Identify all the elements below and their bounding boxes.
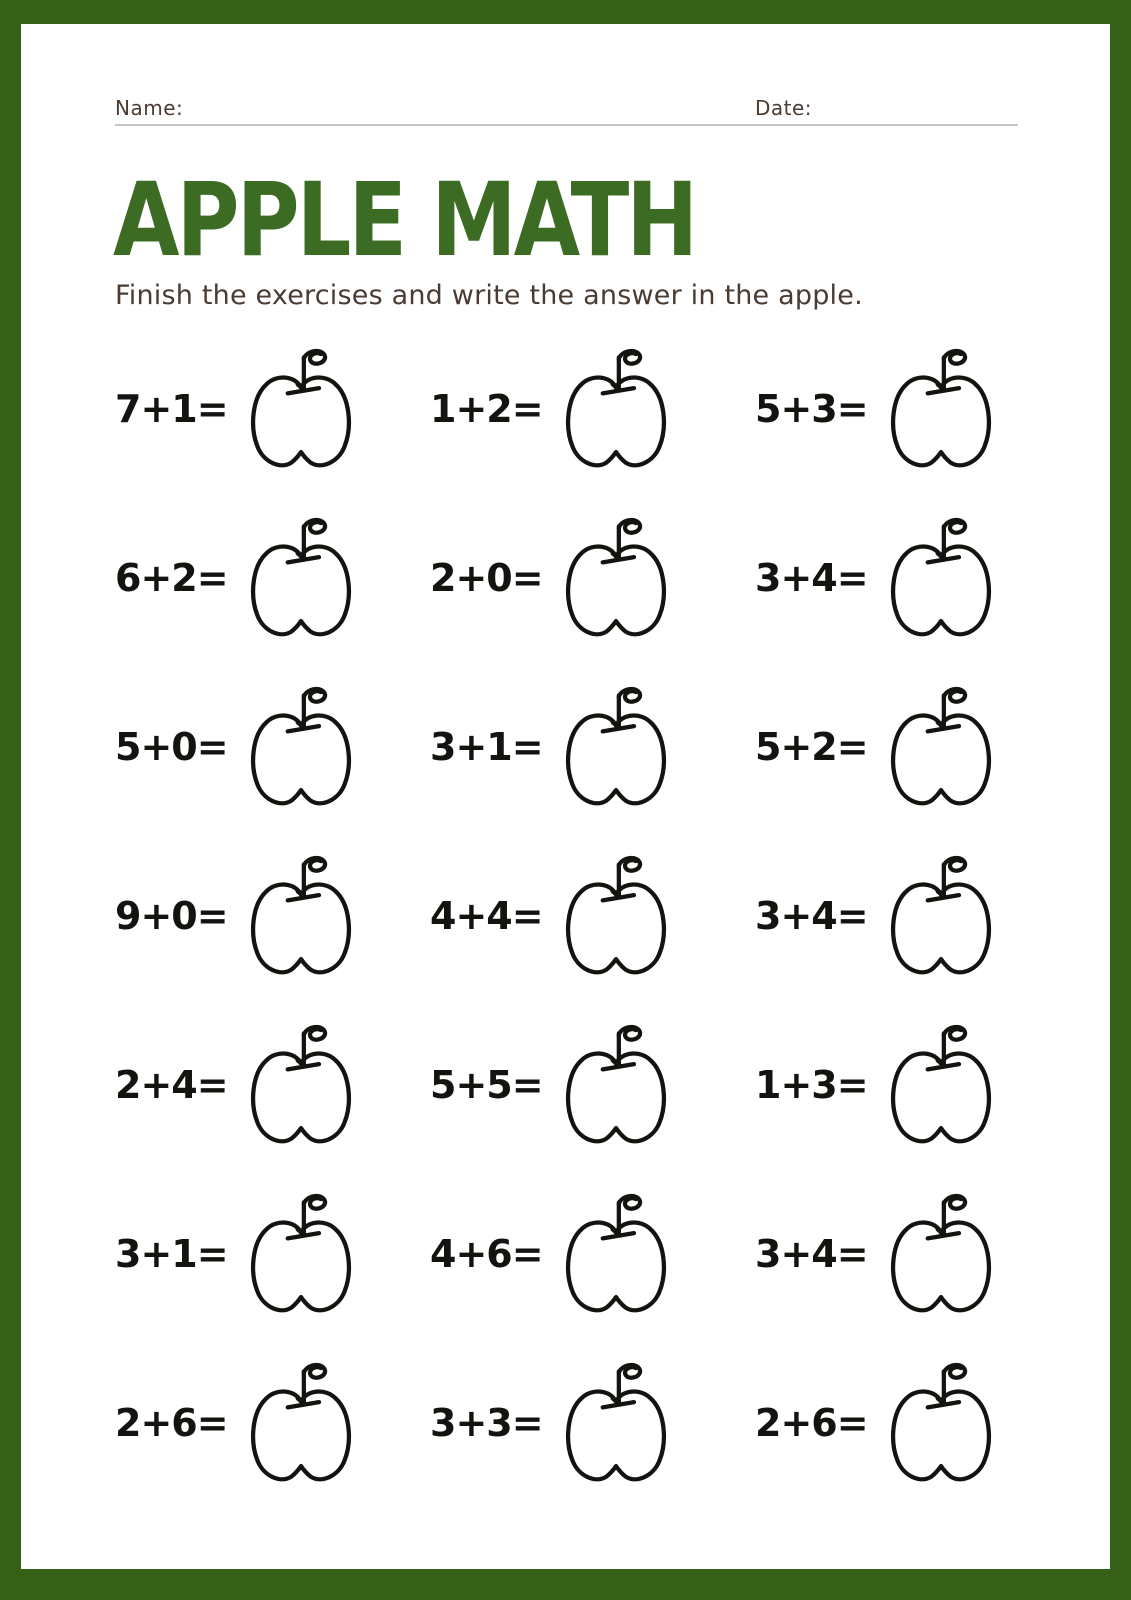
equation-label: 2+6= [755, 1400, 868, 1445]
apple-outline-icon [884, 1360, 998, 1485]
apple-outline-icon [244, 684, 358, 809]
apple-outline-icon [559, 853, 673, 978]
apple-outline-icon [559, 684, 673, 809]
exercise-cell-r6-c3 [755, 1169, 1086, 1338]
equation-label: 1+2= [430, 386, 543, 431]
apple-answer-area [244, 1022, 358, 1147]
apple-answer-area [884, 1022, 998, 1147]
worksheet-title: APPLE MATH [113, 161, 696, 280]
exercise-cell-r1-c1 [115, 324, 430, 493]
apple-answer-area [884, 853, 998, 978]
apple-outline-icon [559, 346, 673, 471]
equation-label: 3+1= [115, 1231, 228, 1276]
name-label: Name: [115, 96, 184, 120]
equation-label: 9+0= [115, 893, 228, 938]
exercise-cell-r3-c3 [755, 662, 1086, 831]
apple-answer-area [559, 1360, 673, 1485]
exercise-cell-r4-c2 [430, 831, 755, 1000]
apple-answer-area [244, 515, 358, 640]
apple-answer-area [559, 346, 673, 471]
apple-outline-icon [884, 684, 998, 809]
apple-outline-icon [244, 515, 358, 640]
exercise-cell-r1-c3 [755, 324, 1086, 493]
apple-outline-icon [244, 853, 358, 978]
equation-label: 3+4= [755, 893, 868, 938]
apple-outline-icon [559, 1191, 673, 1316]
apple-outline-icon [244, 346, 358, 471]
exercise-cell-r5-c1 [115, 1000, 430, 1169]
apple-outline-icon [559, 1360, 673, 1485]
equation-label: 5+5= [430, 1062, 543, 1107]
exercise-cell-r2-c2 [430, 493, 755, 662]
equation-label: 3+1= [430, 724, 543, 769]
apple-outline-icon [884, 853, 998, 978]
equation-label: 2+6= [115, 1400, 228, 1445]
name-date-header [115, 96, 1018, 126]
equation-label: 7+1= [115, 386, 228, 431]
equation-label: 2+4= [115, 1062, 228, 1107]
equation-label: 4+4= [430, 893, 543, 938]
equation-label: 6+2= [115, 555, 228, 600]
equation-label: 5+2= [755, 724, 868, 769]
exercise-cell-r7-c1 [115, 1338, 430, 1507]
apple-outline-icon [884, 346, 998, 471]
apple-outline-icon [884, 1191, 998, 1316]
exercise-cell-r5-c2 [430, 1000, 755, 1169]
equation-label: 5+3= [755, 386, 868, 431]
exercise-grid [115, 324, 1086, 1507]
apple-outline-icon [244, 1360, 358, 1485]
apple-answer-area [884, 346, 998, 471]
apple-answer-area [244, 684, 358, 809]
exercise-cell-r3-c1 [115, 662, 430, 831]
apple-answer-area [244, 1191, 358, 1316]
date-label: Date: [755, 96, 813, 120]
equation-label: 3+4= [755, 555, 868, 600]
exercise-cell-r4-c3 [755, 831, 1086, 1000]
exercise-cell-r2-c3 [755, 493, 1086, 662]
apple-outline-icon [884, 1022, 998, 1147]
equation-label: 1+3= [755, 1062, 868, 1107]
exercise-cell-r5-c3 [755, 1000, 1086, 1169]
apple-answer-area [884, 515, 998, 640]
exercise-cell-r7-c2 [430, 1338, 755, 1507]
apple-outline-icon [559, 515, 673, 640]
apple-answer-area [559, 684, 673, 809]
apple-answer-area [244, 346, 358, 471]
apple-answer-area [884, 1360, 998, 1485]
exercise-cell-r6-c2 [430, 1169, 755, 1338]
exercise-cell-r7-c3 [755, 1338, 1086, 1507]
equation-label: 3+3= [430, 1400, 543, 1445]
apple-answer-area [884, 684, 998, 809]
apple-answer-area [559, 1191, 673, 1316]
worksheet-page [21, 24, 1110, 1569]
apple-answer-area [559, 1022, 673, 1147]
apple-answer-area [559, 853, 673, 978]
exercise-cell-r6-c1 [115, 1169, 430, 1338]
apple-answer-area [244, 1360, 358, 1485]
apple-answer-area [559, 515, 673, 640]
apple-outline-icon [559, 1022, 673, 1147]
apple-answer-area [884, 1191, 998, 1316]
worksheet-instructions: Finish the exercises and write the answer in the apple. [115, 280, 863, 311]
exercise-cell-r4-c1 [115, 831, 430, 1000]
exercise-cell-r3-c2 [430, 662, 755, 831]
exercise-cell-r2-c1 [115, 493, 430, 662]
equation-label: 5+0= [115, 724, 228, 769]
apple-outline-icon [244, 1191, 358, 1316]
apple-outline-icon [244, 1022, 358, 1147]
equation-label: 2+0= [430, 555, 543, 600]
apple-outline-icon [884, 515, 998, 640]
exercise-cell-r1-c2 [430, 324, 755, 493]
equation-label: 3+4= [755, 1231, 868, 1276]
equation-label: 4+6= [430, 1231, 543, 1276]
apple-answer-area [244, 853, 358, 978]
